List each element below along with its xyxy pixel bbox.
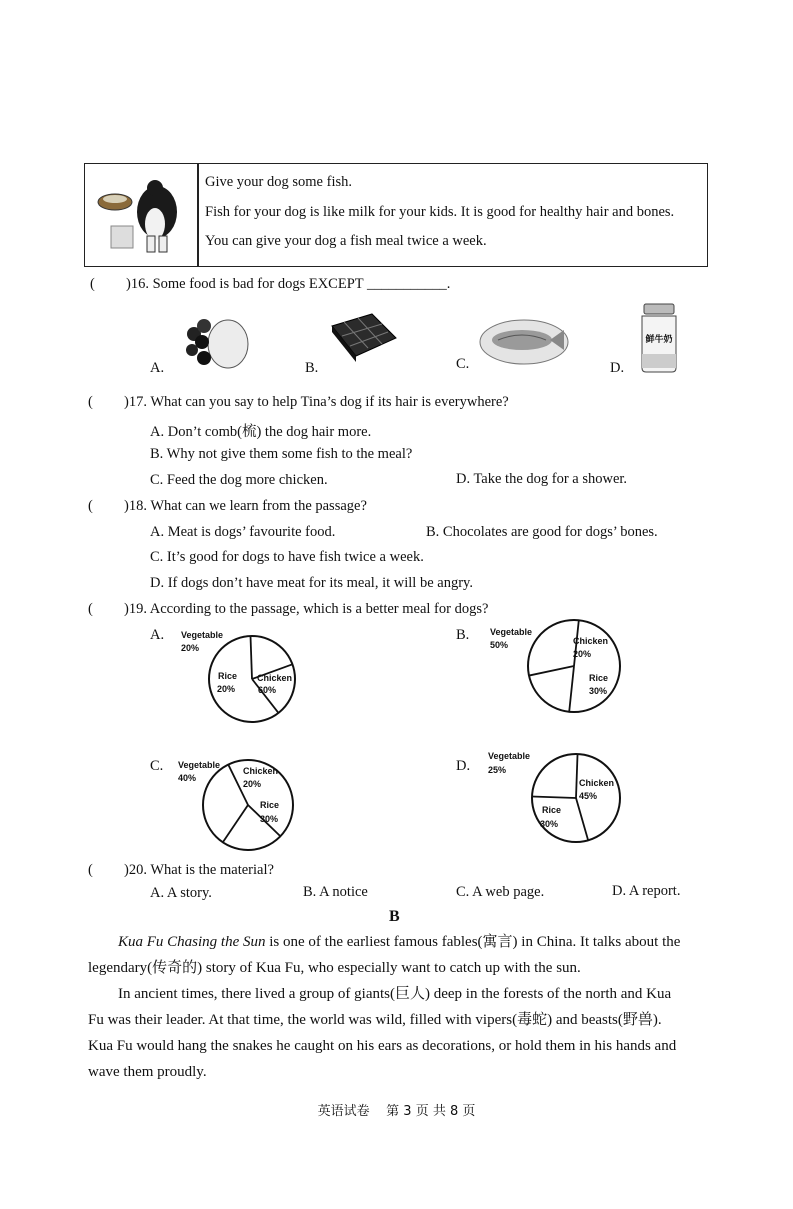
p2-line4: wave them proudly. <box>88 1064 207 1080</box>
q19-option-a: A. <box>150 627 165 643</box>
pie-slice-divider-vegetable <box>250 636 252 679</box>
q17-option-d: D. Take the dog for a shower. <box>456 471 628 487</box>
q17-paren: ( <box>88 394 93 410</box>
info-line-3: You can give your dog a fish meal twice a week. <box>205 233 487 249</box>
page-footer: 英语试卷 第 3 页 共 8 页 <box>317 1104 476 1119</box>
q20-stem: )20. What is the material? <box>124 862 274 878</box>
pie-slice-divider-rice <box>223 805 248 842</box>
pie-d-rice-pct: 30% <box>540 819 559 829</box>
q18-option-d: D. If dogs don’t have meat for its meal, it will be angry. <box>150 575 473 591</box>
fish-dish-picture <box>478 314 570 371</box>
pie-slice-divider-chicken <box>576 754 578 798</box>
q20-option-d: D. A report. <box>612 883 681 899</box>
info-line-1: Give your dog some fish. <box>205 174 352 190</box>
q17-option-c: C. Feed the dog more chicken. <box>150 472 328 488</box>
milk-label: 鲜牛奶 <box>645 335 673 345</box>
pie-a-veg-label: Vegetable <box>181 630 224 640</box>
pie-c-veg-label: Vegetable <box>178 760 221 770</box>
q16-stem: )16. Some food is bad for dogs EXCEPT ___________. <box>126 276 451 292</box>
pie-c-chicken-label: Chicken <box>243 766 279 776</box>
q17-option-b: B. Why not give them some fish to the meal? <box>150 446 413 462</box>
pie-slice-divider-rice <box>576 798 588 840</box>
q16-option-c: C. <box>456 356 470 372</box>
pie-d-rice-label: Rice <box>542 805 562 815</box>
pie-slice-divider-rice <box>529 666 574 676</box>
pie-b-rice-label: Rice <box>589 673 609 683</box>
pie-a-rice-pct: 20% <box>217 684 236 694</box>
pie-chart-d <box>486 750 626 850</box>
fable-title: Kua Fu Chasing the Sun <box>118 934 266 950</box>
info-box <box>84 163 708 267</box>
pie-slice-divider-vegetable <box>532 796 576 798</box>
q16-paren: ( <box>90 276 95 292</box>
section-b-heading: B <box>389 908 400 925</box>
q19-stem: )19. According to the passage, which is a better meal for dogs? <box>124 601 489 617</box>
pie-b-veg-pct: 50% <box>490 640 509 650</box>
q18-option-b: B. Chocolates are good for dogs’ bones. <box>426 524 658 540</box>
pie-d-veg-label: Vegetable <box>488 751 531 761</box>
p2-line2: Fu was their leader. At that time, the world was wild, filled with vipers(毒蛇) and beasts(野兽). <box>88 1012 662 1028</box>
pie-c-veg-pct: 40% <box>178 773 197 783</box>
q16-option-a: A. <box>150 360 165 376</box>
pie-a-rice-label: Rice <box>218 671 238 681</box>
info-line-2: Fish for your dog is like milk for your kids. It is good for healthy hair and bones. <box>205 204 675 220</box>
p1-line1: is one of the earliest famous fables(寓言) in China. It talks about the <box>265 934 681 950</box>
q16-option-b: B. <box>305 360 319 376</box>
pie-slice-divider-chicken <box>569 666 574 712</box>
p2-line1: In ancient times, there lived a group of giants(巨人) deep in the forests of the north and Kua <box>118 986 672 1002</box>
pie-a-veg-pct: 20% <box>181 643 200 653</box>
q16-option-d: D. <box>610 360 625 376</box>
pie-b-chicken-label: Chicken <box>573 636 609 646</box>
pie-c-rice-pct: 30% <box>260 814 279 824</box>
chocolate-picture <box>326 312 398 369</box>
q20-option-c: C. A web page. <box>456 884 545 900</box>
q18-option-c: C. It’s good for dogs to have fish twice a week. <box>150 549 424 565</box>
q19-option-d: D. <box>456 758 471 774</box>
q20-option-b: B. A notice <box>303 884 368 900</box>
q20-option-a: A. A story. <box>150 885 212 901</box>
q19-option-c: C. <box>150 758 164 774</box>
pie-a-chicken-pct: 60% <box>258 685 277 695</box>
dog-picture <box>95 174 189 256</box>
grapes-garlic-picture <box>180 312 250 377</box>
q17-option-a: A. Don’t comb(梳) the dog hair more. <box>150 424 372 440</box>
pie-c-chicken-pct: 20% <box>243 779 262 789</box>
p2-line3: Kua Fu would hang the snakes he caught on his ears as decorations, or hold them in his hands and <box>88 1038 677 1054</box>
pie-c-rice-label: Rice <box>260 800 280 810</box>
p1-line2: legendary(传奇的) story of Kua Fu, who especially want to catch up with the sun. <box>88 960 581 976</box>
pie-d-chicken-label: Chicken <box>579 778 615 788</box>
pie-a-chicken-label: Chicken <box>257 673 293 683</box>
q20-paren: ( <box>88 862 93 878</box>
pie-b-rice-pct: 30% <box>589 686 608 696</box>
q19-paren: ( <box>88 601 93 617</box>
milk-bottle-picture <box>636 302 682 374</box>
pie-b-chicken-pct: 20% <box>573 649 592 659</box>
pie-d-veg-pct: 25% <box>488 765 507 775</box>
pie-d-chicken-pct: 45% <box>579 791 598 801</box>
box-divider <box>197 164 199 266</box>
pie-b-veg-label: Vegetable <box>490 627 533 637</box>
q18-paren: ( <box>88 498 93 514</box>
paragraph-1 <box>88 930 710 956</box>
q17-stem: )17. What can you say to help Tina’s dog if its hair is everywhere? <box>124 394 509 410</box>
q18-stem: )18. What can we learn from the passage? <box>124 498 367 514</box>
q19-option-b: B. <box>456 627 470 643</box>
q18-option-a: A. Meat is dogs’ favourite food. <box>150 524 336 540</box>
